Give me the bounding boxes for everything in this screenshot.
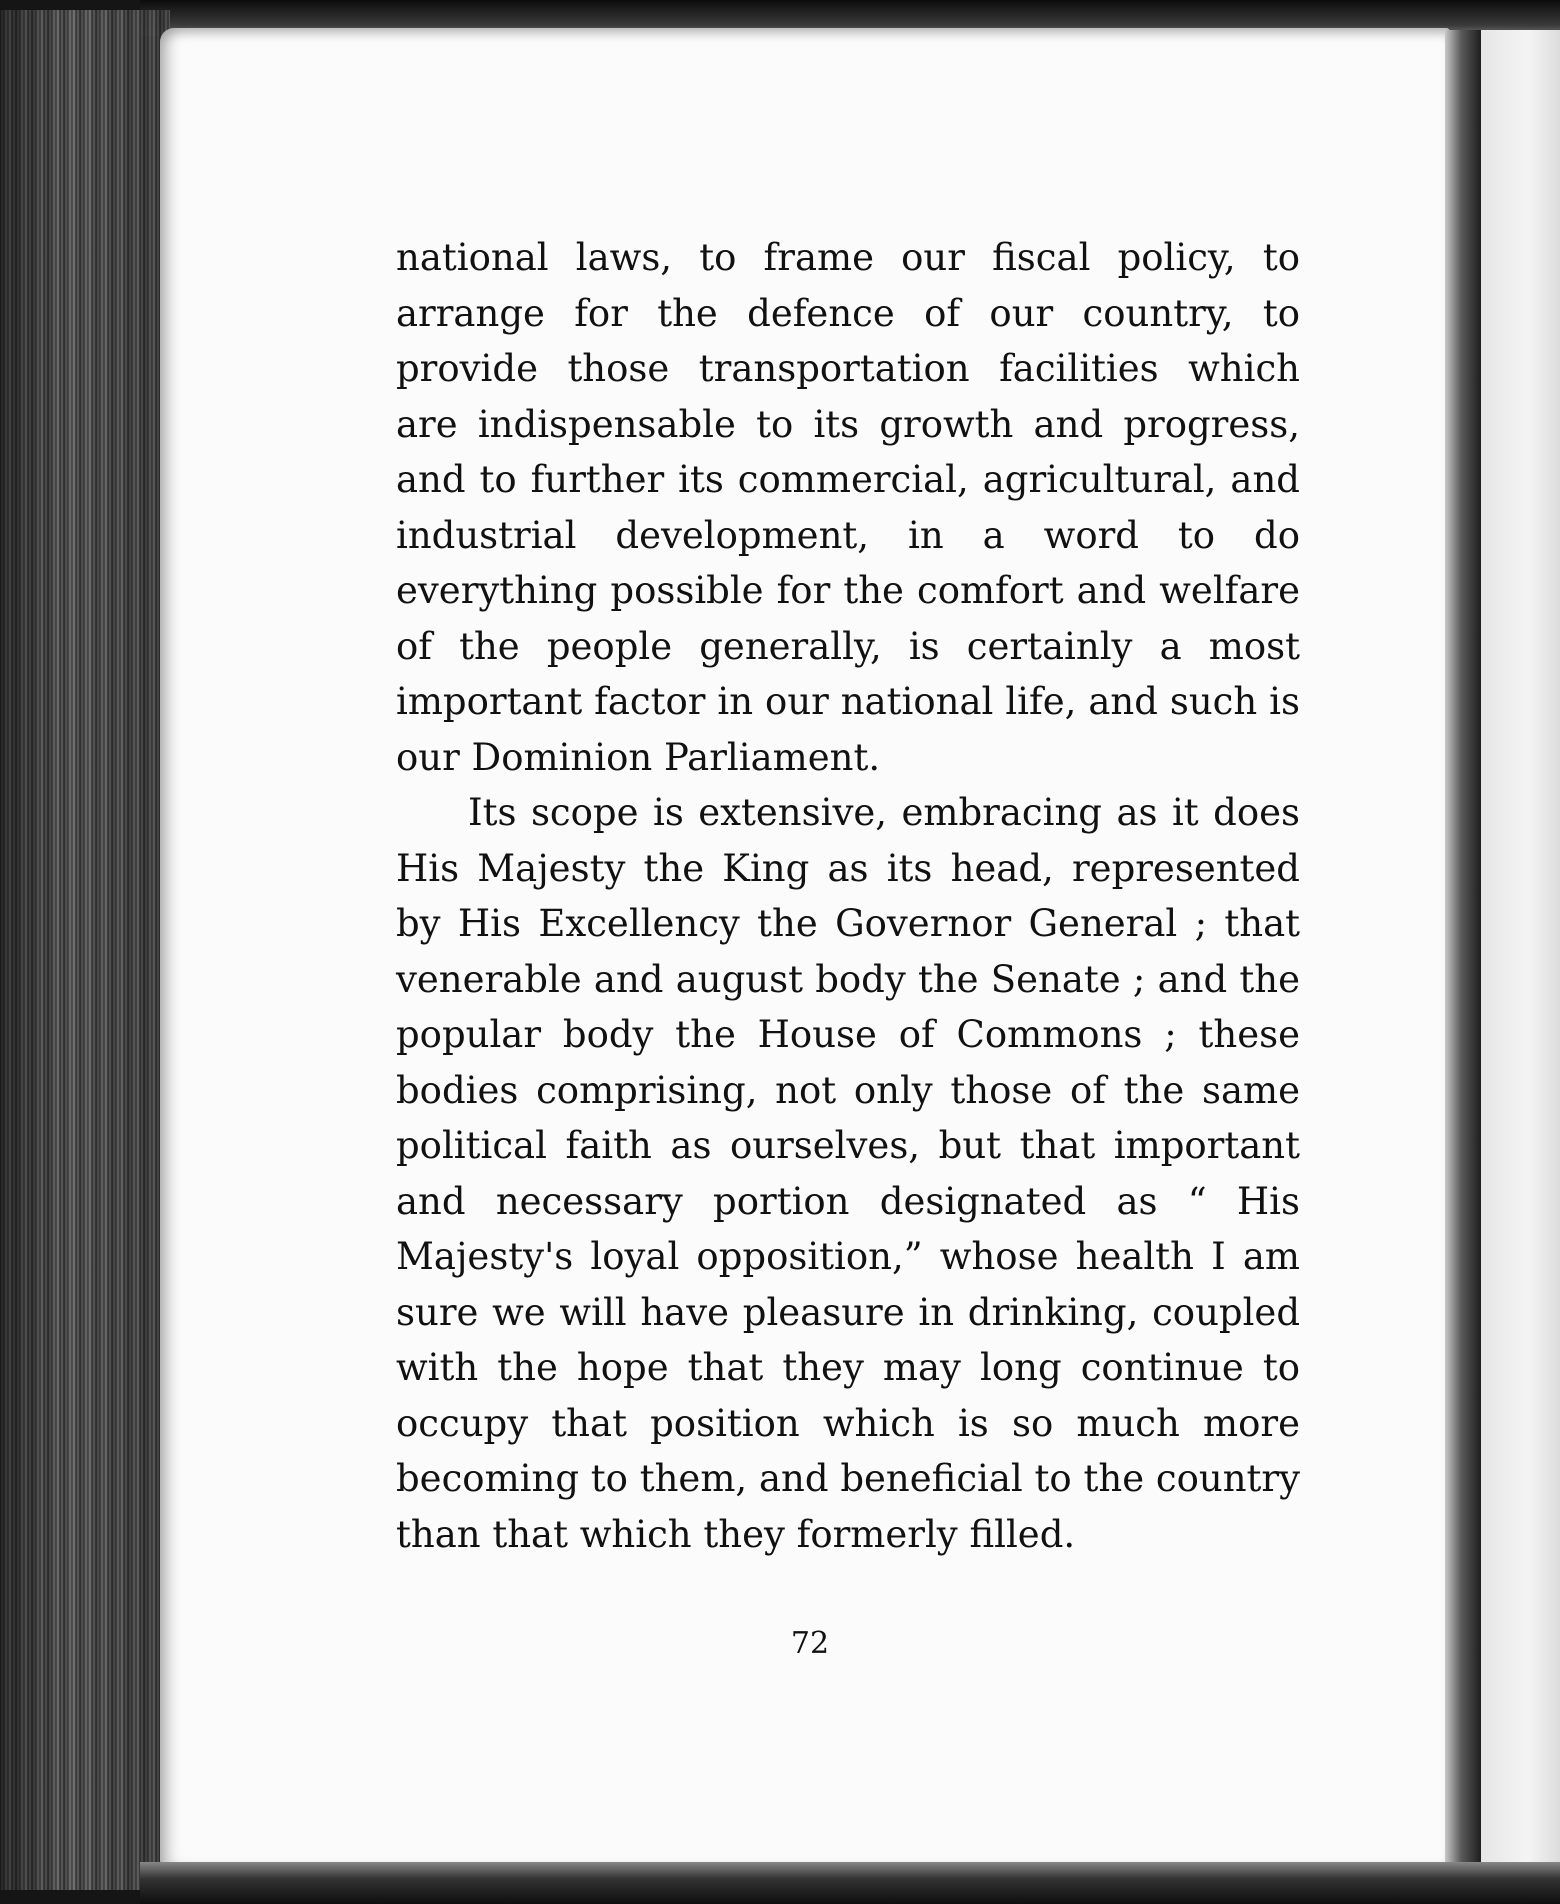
scan-bottom-border (140, 1862, 1560, 1904)
page-number: 72 (790, 1626, 830, 1661)
facing-page (1481, 30, 1560, 1870)
paragraph-scope: Its scope is extensive, embracing as it does His Majesty the King as its head, represented by His Excellency the Governor General ; that venerable and august body the Senate ; and the popular body the House of Commons ; these bodies comprising, not only those of the same political faith as ourselves, but that important and necessary portion designated as “ His Majesty's loyal opposition,” whose health I am sure we will have pleasure in drinking, coupled with the hope that they may long continue to occupy that position which is so much more becoming to them, and beneficial to the country than that which they formerly filled. (396, 791, 1300, 1556)
body-text (396, 230, 1300, 1562)
book-fore-edge-shade (0, 10, 170, 1890)
book-gutter (1445, 30, 1481, 1870)
paragraph-continuation: national laws, to frame our fiscal policy, to arrange for the defence of our country, to provide those transportation facilities which are indispensable to its growth and progress, and to further its commercial, agricultural, and industrial development, in a word to do everything possible for the comfort and welfare of the people generally, is certainly a most important factor in our national life, and such is our Dominion Parliament. (396, 236, 1300, 779)
